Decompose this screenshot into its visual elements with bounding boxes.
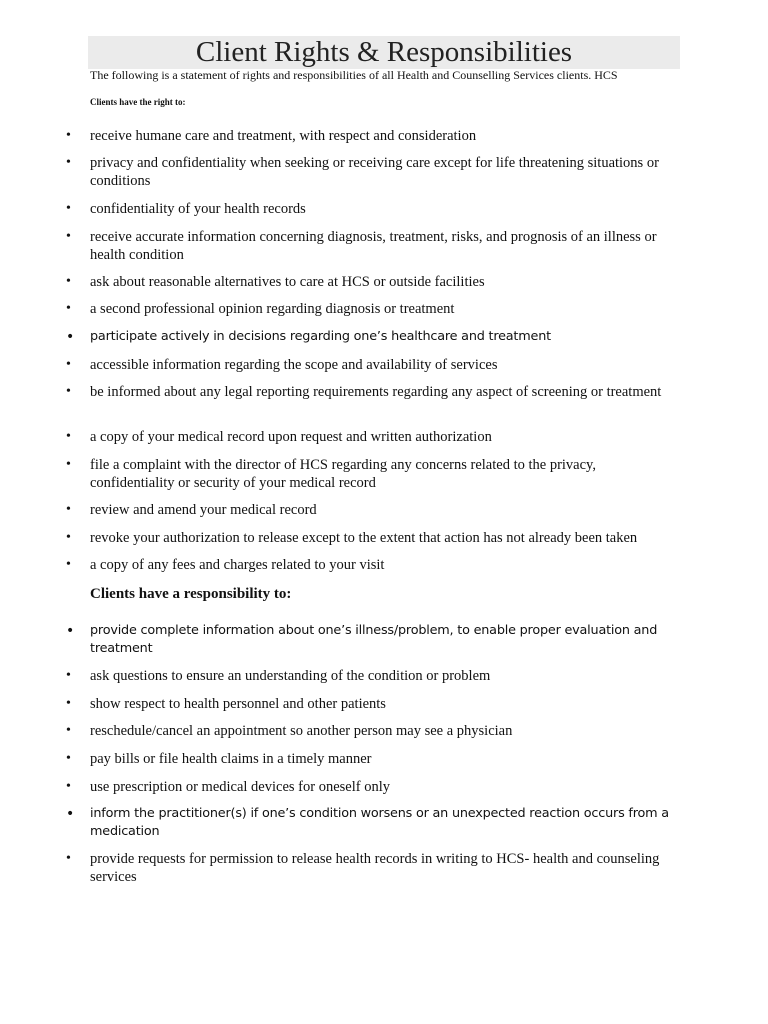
list-item: • receive humane care and treatment, with respect and consideration: [90, 127, 675, 145]
list-item: • a second professional opinion regarding diagnosis or treatment: [90, 300, 675, 318]
list-item: • confidentiality of your health records: [90, 200, 675, 218]
responsibilities-heading: Clients have a responsibility to:: [90, 586, 292, 602]
page-title: Client Rights & Responsibilities: [195, 36, 573, 68]
list-item: • provide requests for permission to release health records in writing to HCS- health and counseling services: [90, 850, 675, 886]
list-item: • ask questions to ensure an understanding of the condition or problem: [90, 667, 675, 685]
list-item: • ask about reasonable alternatives to care at HCS or outside facilities: [90, 273, 675, 291]
list-item: • reschedule/cancel an appointment so another person may see a physician: [90, 722, 675, 740]
title-banner: [88, 36, 680, 69]
list-item: • a copy of your medical record upon request and written authorization: [90, 428, 675, 446]
list-item: • pay bills or file health claims in a timely manner: [90, 750, 675, 768]
list-item: • be informed about any legal reporting requirements regarding any aspect of screening or treatment: [90, 383, 675, 401]
list-item: • inform the practitioner(s) if one’s condition worsens or an unexpected reaction occurs from a medication: [90, 805, 675, 841]
list-item: • receive accurate information concerning diagnosis, treatment, risks, and prognosis of an illness or health condition: [90, 228, 675, 264]
list-item: • revoke your authorization to release except to the extent that action has not already been taken: [90, 529, 675, 547]
list-item: • review and amend your medical record: [90, 501, 675, 519]
list-item: • a copy of any fees and charges related to your visit: [90, 556, 675, 574]
rights-heading: Clients have the right to:: [90, 97, 186, 107]
list-item: • use prescription or medical devices for oneself only: [90, 778, 675, 796]
list-item: • show respect to health personnel and other patients: [90, 695, 675, 713]
list-item: • provide complete information about one’s illness/problem, to enable proper evaluation and treatment: [90, 622, 675, 658]
list-item: • participate actively in decisions regarding one’s healthcare and treatment: [90, 328, 675, 346]
list-item: • file a complaint with the director of HCS regarding any concerns related to the privacy, confidentiality or security of your medical record: [90, 456, 675, 492]
list-item: • privacy and confidentiality when seeking or receiving care except for life threatening situations or conditions: [90, 154, 675, 190]
list-item: • accessible information regarding the scope and availability of services: [90, 356, 675, 374]
intro-text: The following is a statement of rights and responsibilities of all Health and Counselling Services clients. HCS: [90, 68, 618, 82]
